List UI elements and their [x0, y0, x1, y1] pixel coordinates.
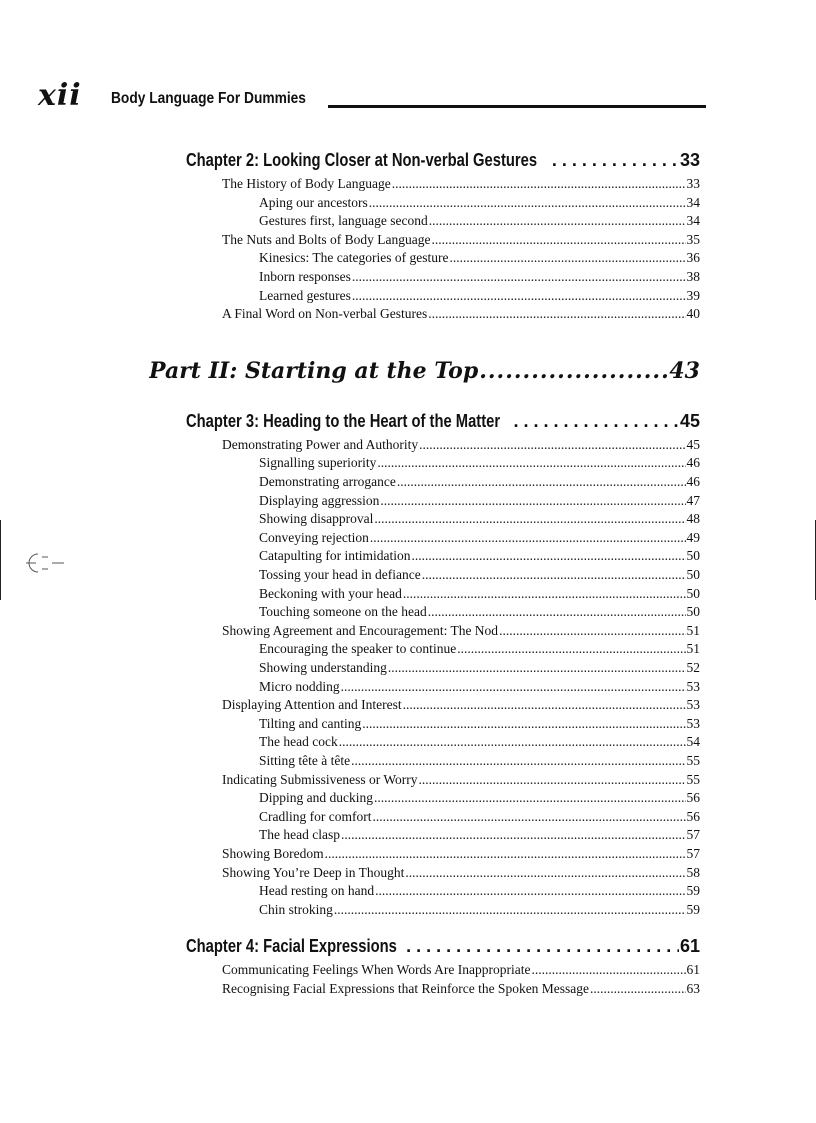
- toc-subsection: [259, 807, 700, 826]
- toc-section-page-number: 57: [686, 846, 700, 861]
- toc-chapter-title: Chapter 4: Facial Expressions: [186, 936, 397, 957]
- dot-leader: [370, 528, 686, 547]
- toc-section-page-number: 40: [686, 306, 700, 322]
- toc-section-title: The Nuts and Bolts of Body Language: [222, 231, 431, 247]
- dot-leader: [419, 435, 685, 454]
- toc-section: [222, 230, 700, 249]
- toc-subsection: [259, 751, 700, 770]
- dot-leader: [339, 732, 686, 751]
- toc-section-page-number: 63: [686, 981, 700, 996]
- toc-subsection: [259, 248, 700, 267]
- toc-subsection-page-number: 48: [686, 511, 700, 527]
- dot-leader: [334, 900, 686, 919]
- dot-leader: [411, 546, 685, 565]
- toc-section-title: Demonstrating Power and Authority: [222, 436, 419, 452]
- dot-leader: [514, 408, 679, 434]
- toc-subsection-page-number: 52: [686, 660, 700, 675]
- registration-mark-icon: [22, 548, 68, 578]
- dot-leader: [552, 147, 679, 173]
- toc-section: [222, 844, 700, 863]
- toc-subsection-page-number: 50: [686, 585, 700, 601]
- toc-section-page-number: 53: [686, 697, 700, 713]
- crop-mark-left: [0, 520, 1, 600]
- toc-subsection-title: The head clasp: [259, 827, 340, 843]
- dot-leader: [372, 807, 685, 826]
- dot-leader: [377, 453, 685, 472]
- dot-leader: [380, 491, 685, 510]
- toc-part: [149, 356, 700, 386]
- dot-leader: [351, 751, 685, 770]
- toc-section: [222, 304, 700, 323]
- toc-part-title: Part II: Starting at the Top: [149, 357, 479, 384]
- dot-leader: [449, 248, 685, 267]
- dot-leader: [375, 881, 685, 900]
- toc-subsection-title: Cradling for comfort: [259, 808, 372, 824]
- dot-leader: [431, 230, 685, 249]
- toc-subsection-page-number: 59: [686, 883, 700, 899]
- toc-subsection: [259, 900, 700, 919]
- dot-leader: [403, 584, 686, 603]
- toc-subsection-page-number: 59: [686, 901, 700, 917]
- toc-part-page-number: 43: [669, 357, 700, 384]
- toc-subsection-page-number: 51: [686, 641, 700, 657]
- dot-leader: [352, 267, 686, 286]
- dot-leader: [405, 863, 685, 882]
- toc-subsection-title: Aping our ancestors: [259, 194, 368, 210]
- toc-subsection-page-number: 54: [686, 734, 700, 750]
- toc-subsection-title: Showing understanding: [259, 660, 387, 675]
- toc-subsection-page-number: 50: [686, 604, 700, 620]
- toc-subsection: [259, 472, 700, 491]
- dot-leader: [499, 621, 685, 640]
- toc-section-title: Displaying Attention and Interest: [222, 697, 402, 713]
- toc-subsection-page-number: 55: [686, 753, 700, 768]
- toc-section-title: Showing Agreement and Encouragement: The Nod: [222, 622, 499, 638]
- toc-subsection: [259, 546, 700, 565]
- toc-section: [222, 621, 700, 640]
- toc-section-page-number: 58: [686, 864, 700, 880]
- toc-subsection-page-number: 49: [686, 529, 700, 545]
- toc-subsection-page-number: 47: [686, 492, 700, 508]
- toc-chapter-page-number: 45: [679, 410, 700, 431]
- toc-section-title: Showing You’re Deep in Thought: [222, 864, 405, 880]
- toc-subsection-page-number: 38: [686, 269, 700, 284]
- toc-subsection-page-number: 56: [686, 790, 700, 806]
- toc-subsection: [259, 509, 700, 528]
- toc-chapter-title: Chapter 2: Looking Closer at Non-verbal Gestures: [186, 150, 538, 170]
- toc-section-title: Showing Boredom: [222, 846, 324, 861]
- dot-leader: [362, 714, 685, 733]
- toc-section-page-number: 55: [686, 771, 700, 787]
- toc-subsection: [259, 453, 700, 472]
- toc-section-page-number: 51: [686, 622, 700, 638]
- toc-subsection: [259, 211, 700, 230]
- toc-subsection-title: Inborn responses: [259, 269, 351, 284]
- dot-leader: [457, 639, 685, 658]
- toc-section: [222, 174, 700, 193]
- toc-subsection-page-number: 39: [686, 287, 700, 303]
- toc-section-page-number: 61: [686, 962, 700, 978]
- dot-leader: [479, 356, 668, 386]
- toc-subsection-page-number: 46: [686, 455, 700, 471]
- toc-subsection: [259, 528, 700, 547]
- toc-chapter: [186, 933, 700, 959]
- toc-subsection-title: Tossing your head in defiance: [259, 567, 421, 582]
- dot-leader: [369, 193, 686, 212]
- toc-section-page-number: 33: [686, 176, 700, 191]
- dot-leader: [341, 825, 686, 844]
- toc-chapter: [186, 147, 700, 173]
- toc-subsection-title: The head cock: [259, 734, 338, 750]
- toc-subsection-title: Kinesics: The categories of gesture: [259, 250, 449, 266]
- toc-subsection-title: Chin stroking: [259, 901, 333, 917]
- toc-subsection: [259, 193, 700, 212]
- toc-section-title: A Final Word on Non-verbal Gestures: [222, 306, 428, 322]
- toc-subsection-page-number: 53: [686, 678, 700, 694]
- toc-section-page-number: 45: [686, 436, 700, 452]
- toc-subsection-page-number: 57: [686, 827, 700, 843]
- toc-subsection: [259, 565, 700, 584]
- toc-section-title: Recognising Facial Expressions that Reinforce the Spoken Message: [222, 981, 590, 996]
- dot-leader: [531, 960, 685, 979]
- toc-subsection: [259, 286, 700, 305]
- toc-section: [222, 770, 700, 789]
- toc-subsection-title: Gestures first, language second: [259, 213, 428, 229]
- toc-subsection-page-number: 53: [686, 715, 700, 731]
- page-number: xii: [38, 78, 82, 113]
- toc-subsection: [259, 788, 700, 807]
- toc-subsection-title: Sitting tête à tête: [259, 753, 351, 768]
- toc-subsection: [259, 732, 700, 751]
- toc-subsection-title: Beckoning with your head: [259, 585, 402, 601]
- toc-subsection-title: Tilting and canting: [259, 715, 362, 731]
- toc-section-title: Indicating Submissiveness or Worry: [222, 771, 418, 787]
- dot-leader: [397, 472, 686, 491]
- dot-leader: [325, 844, 686, 863]
- toc-subsection: [259, 584, 700, 603]
- toc-subsection: [259, 602, 700, 621]
- toc-subsection-title: Conveying rejection: [259, 529, 369, 545]
- toc-subsection-title: Encouraging the speaker to continue: [259, 641, 457, 657]
- toc-subsection-title: Touching someone on the head: [259, 604, 427, 620]
- toc-subsection-page-number: 50: [686, 548, 700, 564]
- dot-leader: [341, 677, 686, 696]
- toc-subsection-page-number: 36: [686, 250, 700, 266]
- dot-leader: [429, 211, 686, 230]
- dot-leader: [352, 286, 686, 305]
- toc-subsection-page-number: 34: [686, 194, 700, 210]
- dot-leader: [422, 565, 686, 584]
- dot-leader: [374, 788, 686, 807]
- toc-subsection-page-number: 46: [686, 474, 700, 489]
- dot-leader: [428, 602, 686, 621]
- toc-subsection-page-number: 50: [686, 567, 700, 582]
- toc-subsection-title: Showing disapproval: [259, 511, 374, 527]
- dot-leader: [392, 174, 686, 193]
- toc-subsection-title: Learned gestures: [259, 287, 351, 303]
- dot-leader: [428, 304, 685, 323]
- toc-subsection-title: Demonstrating arrogance: [259, 474, 396, 489]
- toc-subsection: [259, 677, 700, 696]
- toc-section: [222, 695, 700, 714]
- toc-subsection-title: Signalling superiority: [259, 455, 377, 471]
- dot-leader: [419, 770, 686, 789]
- toc-section-page-number: 35: [686, 231, 700, 247]
- toc-section: [222, 435, 700, 454]
- toc-subsection: [259, 714, 700, 733]
- toc-subsection-title: Catapulting for intimidation: [259, 548, 411, 564]
- dot-leader: [388, 658, 686, 677]
- toc-subsection: [259, 881, 700, 900]
- toc-chapter-title: Chapter 3: Heading to the Heart of the Matter: [186, 410, 501, 431]
- toc-section-title: Communicating Feelings When Words Are Inappropriate: [222, 962, 531, 978]
- toc-subsection-title: Head resting on hand: [259, 883, 375, 899]
- toc-subsection-page-number: 56: [686, 808, 700, 824]
- toc-subsection: [259, 825, 700, 844]
- toc-subsection: [259, 639, 700, 658]
- toc-chapter-page-number: 33: [679, 150, 700, 170]
- toc-subsection: [259, 491, 700, 510]
- dot-leader: [403, 695, 686, 714]
- running-head-title: Body Language For Dummies: [111, 90, 306, 107]
- toc-section: [222, 979, 700, 998]
- toc-subsection: [259, 267, 700, 286]
- toc-section-title: The History of Body Language: [222, 176, 391, 191]
- toc-chapter: [186, 408, 700, 434]
- toc-chapter-page-number: 61: [679, 936, 700, 957]
- toc-subsection-title: Displaying aggression: [259, 492, 380, 508]
- toc-subsection-page-number: 34: [686, 213, 700, 229]
- dot-leader: [374, 509, 685, 528]
- dot-leader: [590, 979, 685, 998]
- toc-section: [222, 863, 700, 882]
- toc-subsection-title: Dipping and ducking: [259, 790, 373, 806]
- dot-leader: [406, 933, 679, 959]
- toc-subsection-title: Micro nodding: [259, 678, 340, 694]
- toc-subsection: [259, 658, 700, 677]
- toc-section: [222, 960, 700, 979]
